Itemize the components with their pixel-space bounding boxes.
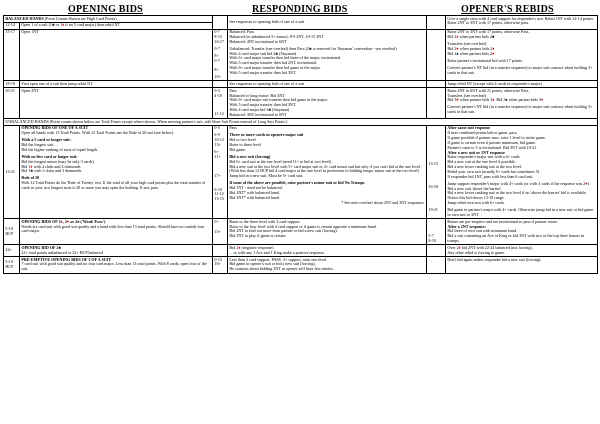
text-line: Bid a new lower ranking suit at the two level if no 'above the barrier' bid is available. Notice this bid shows 13-18 range. (447, 190, 587, 201)
text-line: With 12 Total Points do the 'Rule of Twenty' test. If the total of all your high card points plus the total number of cards in your two longest suits is 20 or more you may open the bidding. If not, pass. (21, 180, 206, 191)
text-line: Bid 1♣ with 3 clubs and 3 diamonds. (21, 168, 83, 174)
text-line: 7 card suit with good suit quality and no four card major. Less than 13 total points. With 8 cards, open four of the suit. (21, 261, 207, 272)
points-range: 5-10 HCP (4, 219, 20, 245)
text-line: With a 5 card or longer suit: (21, 137, 71, 143)
table-row (4, 29, 598, 81)
text-line: Raise 4NT to 6NT with 21 points, otherwise Pass. (447, 87, 530, 93)
text-line: 0+ (214, 218, 219, 224)
text-line: Bid 3♥ when partner bids 3♦. Bid 3♠ when partner bids 3♥ (447, 97, 544, 103)
text-line: Balanced: 4NT invitational to 6NT (229, 38, 287, 44)
response-cell (228, 29, 427, 81)
red-suit-symbol: ♦ (492, 97, 495, 103)
text-line: With 6+ card major transfer then bid game in the major. (229, 65, 321, 71)
text-line: ... or with any 1 Ace and 1 King make a positive response. (229, 249, 325, 255)
response-cell (228, 88, 427, 119)
section-unbalanced (4, 119, 598, 126)
text-line: 13-15 (428, 161, 438, 167)
rebid-points (427, 219, 446, 245)
text-line: 4-10 (214, 92, 222, 98)
red-suit-symbol: ♦ (456, 33, 459, 39)
text-line: 16-17 (214, 38, 224, 44)
red-suit-symbol: ♦ (458, 244, 461, 250)
text-line: Balanced: Pass (229, 29, 255, 35)
text-line: Raises are pre-emptive and not invitational so pass if partner raises. (447, 218, 559, 224)
text-line: After same suit response (447, 125, 491, 131)
rebid-cell (446, 88, 598, 119)
text-line: Bid 2NT* with balanced hand. (229, 189, 280, 195)
red-suit-symbol: ♦ (60, 218, 63, 224)
red-suit-symbol: ♦ (238, 244, 241, 250)
red-suit-symbol: ♥ (585, 180, 588, 186)
text-line: With 6+ card major suit transfer then bid game in the major. (229, 97, 328, 103)
text-line: Pass (229, 87, 237, 93)
text-line: With 5 card major transfer then bid 3NT. (229, 69, 297, 75)
text-line: Raise responder's major suit with a 4+ cards. (447, 154, 521, 160)
text-line: OPENING BID OF 2♣ (21, 244, 62, 250)
text-line: 6-9 (214, 132, 220, 138)
rebid-cell (446, 125, 598, 218)
text-line: * See note overleaf about 2NT and 3NT responses. (341, 199, 425, 205)
red-suit-symbol: ♥ (492, 50, 495, 56)
red-suit-symbol: ♦ (492, 45, 495, 51)
text-line: Bid the higher ranking of suits of equal length. (21, 146, 98, 152)
points-range: 22+ (4, 245, 20, 257)
text-line: 16+ (214, 261, 221, 267)
text-line: Bid 2♠ when partner bids 2♥ (447, 50, 495, 56)
rebid-points (427, 125, 446, 218)
red-suit-symbol: ♥ (456, 45, 459, 51)
opening-cell (20, 125, 213, 218)
text-line: 16-18 (428, 184, 438, 190)
rebid-cell: Give a single raise with 4 card support for responder's suit. Rebid 1NT with 12-14 points. Raise 2NT to 3NT with 17 points, otherwise pass. (446, 16, 598, 30)
text-line: 11-12 (214, 191, 224, 197)
text-line: 8-15 (214, 33, 222, 39)
text-line: If game possible if partner max, raise 1 level to invite game. (447, 135, 546, 141)
opening-cell (20, 219, 213, 245)
text-line: Bid game in opener's suit or bid a new suit (forcing). (229, 261, 316, 267)
section-note-balanced: (Point Counts Shown are High Card Points) (44, 15, 117, 21)
text-line: Bid 1NT - need not be balanced. (229, 185, 283, 191)
rebid-cell: Jump rebid NT (except with 4 cards in responder's major). (446, 81, 598, 88)
table-row (4, 125, 598, 218)
text-line: 11+ (214, 153, 221, 159)
opening-cell (20, 22, 213, 29)
section-title-unbalanced: UNBALANCED HANDS (5, 118, 49, 124)
red-suit-symbol: ♦ (30, 163, 33, 169)
text-line: Jump rebid own suit with 6+ cards. (447, 200, 506, 206)
text-line: Less than 3 card support, PASS. 3+ support, raise one level. (229, 256, 328, 262)
opening-cell: Open 1NT (20, 29, 213, 81)
bidding-table (3, 15, 598, 274)
text-line: Bid to two level (229, 137, 256, 143)
text-line: Bid game (229, 146, 246, 152)
text-line: Bid the longest suit. (21, 142, 55, 148)
red-suit-symbol: ♥ (66, 218, 70, 224)
text-line: Pass (229, 125, 237, 131)
text-line: 13-15 (214, 196, 224, 202)
text-line: Bid 2♥ when partner bids 2♦ (447, 45, 495, 51)
text-line: Bid 3NT to play if game is certain. (229, 233, 287, 239)
text-line: 0-5 (214, 125, 220, 131)
text-line: Balanced or long minor: Bid 3NT (229, 92, 285, 98)
response-points (213, 88, 228, 119)
text-line: Three or more cards in openers major suit (229, 132, 304, 138)
text-line: Open 1 of a suit (1♣ or 1♦ if no 5 card major) then rebid NT (21, 22, 120, 28)
text-line: Bid a new suit (forcing) (229, 153, 271, 159)
text-line: 0-7 (214, 57, 220, 63)
text-line: 0-3 (214, 87, 220, 93)
text-line: Rebid your own suit (usually 6+ cards but sometimes 5) (447, 168, 540, 174)
response-cell (228, 125, 427, 218)
table-row (4, 257, 598, 273)
text-line: Bid the longest minor (may be only 3 cards). (21, 158, 95, 164)
text-line: 8+ (214, 67, 219, 72)
text-line: With 6+ card major transfer then bid three of the major, invitational. (229, 55, 342, 61)
text-line: Raise to the four level with 4 card support or if game is certain opposite a minimum hand. (229, 223, 377, 229)
text-line: Rule of 20 (21, 175, 40, 181)
section-balanced (4, 16, 598, 23)
text-line: Bid 6+ card suit at the one level (need 11+ to bid at two level). (229, 158, 332, 164)
response-cell (228, 245, 427, 257)
points-range: 13-21 (4, 125, 20, 218)
text-line: 8+ (214, 52, 219, 58)
text-line: Bid a new suit at the one level if possible. (447, 159, 516, 165)
text-line: Open all hands with 13 Total Points. With 12 Total Points use the Rule of 20 test (see below). (21, 130, 175, 136)
header-openers-rebids: OPENER'S REBIDS (461, 4, 554, 15)
response-cell: See responses to opening bids of one of a suit (228, 16, 427, 30)
text-line: OPENING BIDS OF ONE OF A SUIT (21, 125, 89, 131)
text-line: After a 2NT response: (447, 223, 486, 229)
text-line: Balanced: 4NT invitational to 6NT (229, 111, 287, 117)
opening-cell (20, 257, 213, 273)
text-line: With 4 card major bid 3♣ (Stayman) (229, 106, 290, 112)
red-suit-symbol: ♥ (541, 97, 544, 103)
text-line: Bid a suit containing an Ace or King or bid 3NT with two of the top three honors in trumps. (447, 233, 585, 244)
header-responding-bids: RESPONDING BIDS (252, 4, 348, 15)
text-line: Balanced (or unbalanced 5+ minor): 8-9 2NT, 10-15 3NT (229, 33, 324, 39)
text-line: Bid 2♦ (negative response). (229, 244, 275, 250)
text-line: Transfers (see overleaf): (447, 41, 488, 46)
text-line: Bid 1♦ with 4 clubs and 4 diamonds (21, 163, 81, 169)
opening-cell: Open 2NT (20, 88, 213, 119)
text-line: Jump bid in a new suit. Must be 5+ card suit. (229, 173, 304, 179)
text-line: Bid a new lower ranking suit at the two level. (447, 164, 522, 170)
text-line: Partner's raise to 3 is invitational. Bid 3NT with 19-21. (447, 144, 538, 150)
text-line: 6-10 (214, 186, 222, 192)
opening-cell: First open one of a suit then jump rebid NT (20, 81, 213, 88)
response-cell (228, 257, 427, 273)
text-line: After a new suit or 1NT response (447, 149, 505, 155)
table-row (4, 88, 598, 119)
table-row (4, 219, 598, 245)
opening-cell (20, 245, 213, 257)
response-cell: See responses to opening bids of one of a suit (228, 81, 427, 88)
text-line: Needs six card suit with good suit quality and a hand with less than 13 total points. Should have no outside four card major. (21, 223, 205, 234)
text-line: Bid a new suit at the two level with 5+ card major suit or 4+ card minor suit but only if you can't bid at the one level. (229, 163, 421, 169)
text-line: If game is certain even if partner minimum, bid game. (447, 139, 536, 145)
text-line: Bid 2♦ when partner bids 2♣ (447, 33, 495, 39)
text-line: 0-15 (214, 256, 222, 262)
header-opening-bids: OPENING BIDS (68, 4, 143, 15)
text-line: Bid game in partner's major with 4+ cards. Otherwise jump bid in a new suit or bid game in own suit or 3NT. (447, 207, 594, 217)
text-line: 19-21 (428, 207, 438, 213)
text-line: 0-7 (214, 29, 220, 35)
rebid-cell (446, 29, 598, 81)
rebid-cell (446, 219, 598, 245)
text-line: Over 2♦ bid 2NT with 22-24 balanced (not forcing). (447, 244, 533, 250)
text-line: Convert partner's NT bid (in a transfer sequence) to major suit contract when holding 3+ cards in that suit (447, 104, 593, 115)
text-line: If responder bid 1NT, pass with less than 6 card suit. (447, 173, 534, 179)
text-line: Any other rebid is forcing to game. (447, 249, 506, 255)
response-points (213, 29, 228, 81)
text-line: Be cautious about bidding 3NT as opener will have few entries. (229, 266, 334, 272)
red-suit-symbol: ♦ (62, 22, 65, 28)
text-line: 13+ (214, 142, 221, 148)
text-line: 17+ (214, 172, 221, 178)
text-line: 8-10 (428, 237, 436, 243)
text-line: With no five card or longer suit: (21, 153, 78, 159)
text-line: 22+ total points unbalanced or 22+ HCP balanced (21, 249, 104, 255)
text-line: Jump support responder's major with 4+ cards (or with 3 cards if the response was 2♥). Bid a new suit 'above the barrier'. (447, 180, 591, 191)
text-line: With 5 card major transfer then bid 2NT, invitational. (229, 60, 317, 66)
response-points (213, 219, 228, 245)
text-line: With 5 card major transfer then bid 3NT. (229, 102, 297, 108)
red-suit-symbol: ♥ (456, 97, 459, 103)
text-line: 10-12 (214, 137, 224, 143)
response-points (213, 125, 228, 218)
text-line: If max combined points below game, pass. (447, 130, 518, 136)
section-note-unbalanced: (Point counts shown below are Total Points except where shown. When missing partner's suit, add Short Suit Points instead of Long Suit Points.) (49, 118, 288, 124)
text-line: Raise 2NT to 3NT with 17 points, otherwise Pass. (447, 29, 530, 35)
text-line: Bid three of own suit with minimum hand. (447, 228, 518, 234)
section-title-balanced: BALANCED HANDS (5, 15, 44, 21)
text-line: Raise partner's invitational bid with 17 points. (447, 57, 523, 63)
text-line: Transfers (see overleaf): (447, 92, 488, 98)
points-range: 5-10 HCP (4, 257, 20, 273)
text-line: Bid 2NT to find out more from partner or bid a new suit (forcing). (229, 228, 338, 234)
text-line: Unbalanced: Transfer (see overleaf) then Pass (2♣ is reserved for 'Stayman' convention - see overleaf) (229, 45, 397, 51)
table-row (4, 245, 598, 257)
text-line: Raise to the three level with 3 card support (229, 218, 300, 224)
rebid-cell (446, 245, 598, 257)
text-line: 6+ (214, 149, 219, 155)
text-line: Convert partner's NT bid (in a transfer sequence) to major suit contract when holding 3+ cards in that suit (447, 64, 593, 75)
response-points (213, 257, 228, 273)
text-line: Bid 3NT* with balanced hand. (229, 194, 280, 200)
text-line: OPENING BIDS OF 2♦, 2♥ or 2♠ ('Weak Twos') (21, 218, 106, 224)
text-line: With 4 card major suit bid 2♣ (Stayman) (229, 50, 297, 56)
text-line: 11-12 (214, 111, 224, 117)
text-line: 0-7 (214, 45, 220, 51)
rebid-cell: Don't bid again unless responder bid a new suit (forcing). (446, 257, 598, 273)
points-range: 12-14 (4, 22, 20, 29)
points-range: 18-19 (4, 81, 20, 88)
points-range: 20-21 (4, 88, 20, 119)
table-row (4, 81, 598, 88)
points-range: 15-17 (4, 29, 20, 81)
text-line: 15+ (214, 228, 221, 234)
text-line: Raise to three level (229, 142, 261, 148)
text-line: (With less than 12 HCP bid 4 card major at the one level in preference to bidding longer minor suit at the two level) (229, 168, 419, 174)
text-line: PRE-EMPTIVE OPENING BIDS OF 3 OF A SUIT (21, 256, 112, 262)
text-line: 10+ (214, 74, 221, 80)
response-cell (228, 219, 427, 245)
text-line: 5-7 (428, 232, 434, 238)
text-line: If none of the above are possible, raise partner's minor suit or bid No Trumps (229, 180, 365, 186)
